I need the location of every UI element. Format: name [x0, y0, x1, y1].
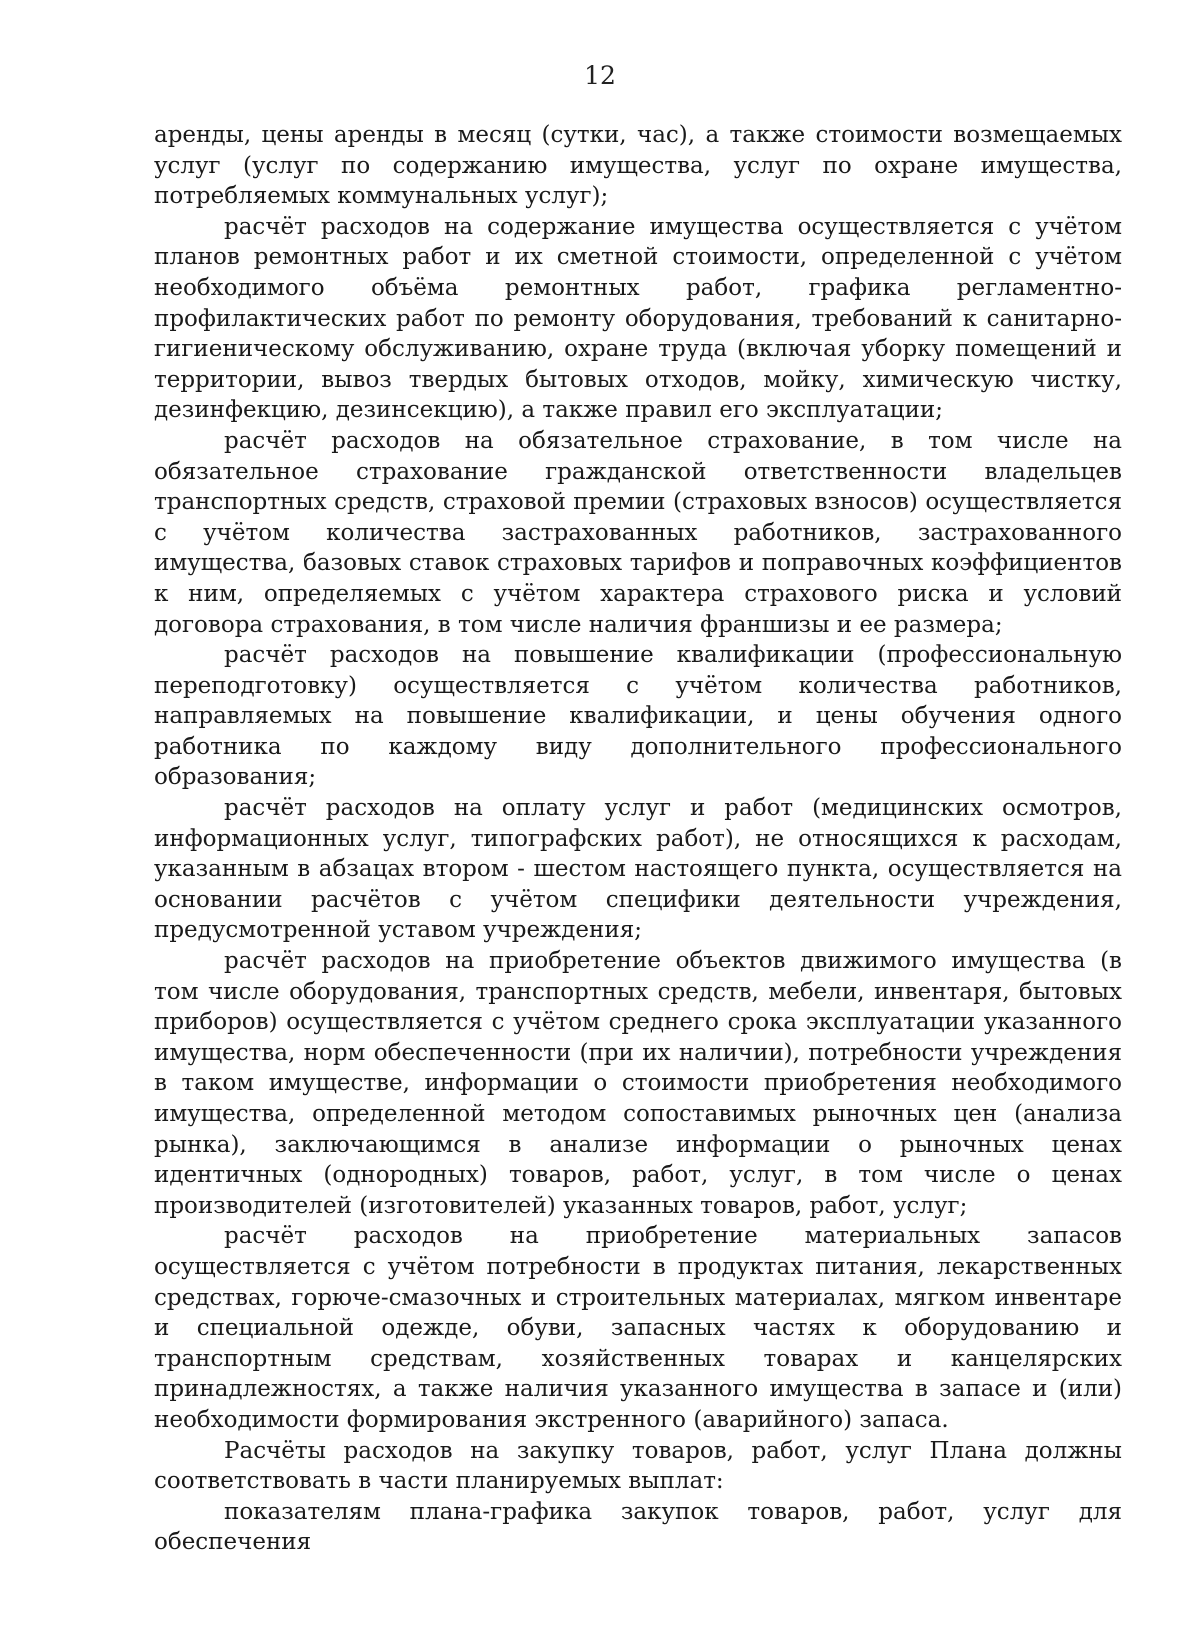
- paragraph-procurement-calculations: Расчёты расходов на закупку товаров, работ, услуг Плана должны соответствовать в части планируемых выплат:: [154, 1437, 1122, 1495]
- paragraph-property-maintenance: расчёт расходов на содержание имущества осуществляется с учётом планов ремонтных работ и их сметной стоимости, определенной с учётом необходимого объёма ремонтных работ, графика регламентно-профилактических работ по ремонту оборудования, требований к санитарно-гигиеническому обслуживанию, охране труда (включая уборку помещений и территории, вывоз твердых бытовых отходов, мойку, химическую чистку, дезинфекцию, дезинсекцию), а также правил его эксплуатации;: [154, 213, 1122, 424]
- paragraph-material-stocks: расчёт расходов на приобретение материальных запасов осуществляется с учётом потребности в продуктах питания, лекарственных средствах, горюче-смазочных и строительных материалах, мягком инвентаре и специальной одежде, обуви, запасных частях к оборудованию и транспортным средствам, хозяйственных товарах и канцелярских принадлежностях, а также наличия указанного имущества в запасе и (или) необходимости формирования экстренного (аварийного) запаса.: [154, 1223, 1122, 1433]
- paragraph-qualification: расчёт расходов на повышение квалификации (профессиональную переподготовку) осуществляется с учётом количества работников, направляемых на повышение квалификации, и цены обучения одного работника по каждому виду дополнительного профессионального образования;: [154, 642, 1122, 791]
- document-body: [154, 120, 1122, 1558]
- paragraph-rent-continuation: аренды, цены аренды в месяц (сутки, час), а также стоимости возмещаемых услуг (услуг по содержанию имущества, услуг по охране имущества, потребляемых коммунальных услуг);: [154, 122, 1122, 210]
- paragraph-insurance: расчёт расходов на обязательное страхование, в том числе на обязательное страхование гражданской ответственности владельцев транспортных средств, страховой премии (страховых взносов) осуществляется с учётом количества застрахованных работников, застрахованного имущества, базовых ставок страховых тарифов и поправочных коэффициентов к ним, определяемых с учётом характера страхового риска и условий договора страхования, в том числе наличия франшизы и ее размера;: [154, 427, 1122, 638]
- paragraph-procurement-plan: показателям плана-графика закупок товаров, работ, услуг для обеспечения: [154, 1498, 1122, 1556]
- paragraph-movable-property: расчёт расходов на приобретение объектов движимого имущества (в том числе оборудования, транспортных средств, мебели, инвентаря, бытовых приборов) осуществляется с учётом среднего срока эксплуатации указанного имущества, норм обеспеченности (при их наличии), потребности учреждения в таком имуществе, информации о стоимости приобретения необходимого имущества, определенной методом сопоставимых рыночных цен (анализа рынка), заключающимся в анализе информации о рыночных ценах идентичных (однородных) товаров, работ, услуг, в том числе о ценах производителей (изготовителей) указанных товаров, работ, услуг;: [154, 948, 1122, 1219]
- paragraph-services-works: расчёт расходов на оплату услуг и работ (медицинских осмотров, информационных услуг, типографских работ), не относящихся к расходам, указанным в абзацах втором - шестом настоящего пункта, осуществляется на основании расчётов с учётом специфики деятельности учреждения, предусмотренной уставом учреждения;: [154, 795, 1122, 944]
- page-number: 12: [584, 61, 616, 90]
